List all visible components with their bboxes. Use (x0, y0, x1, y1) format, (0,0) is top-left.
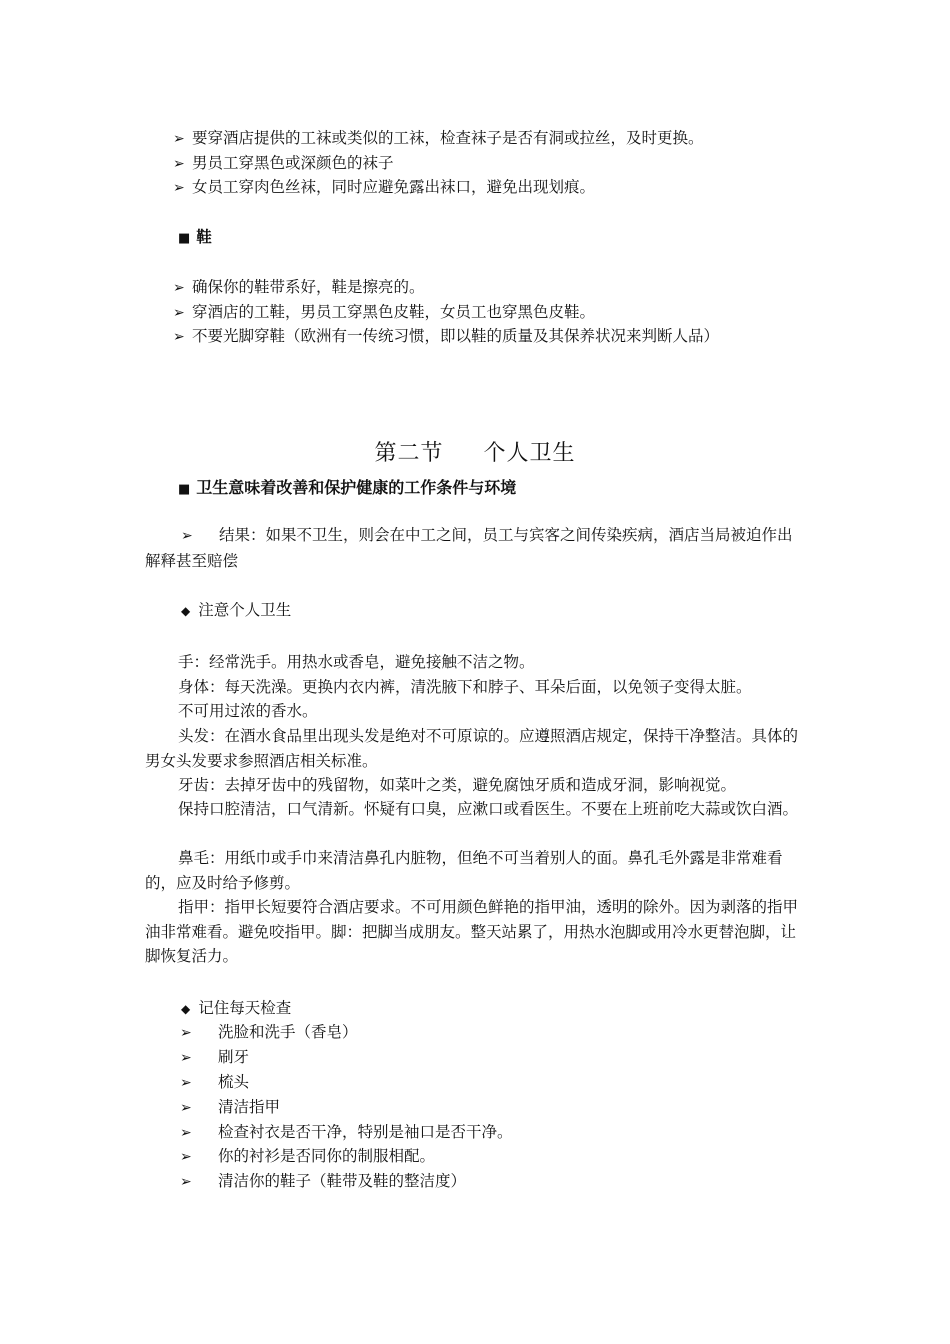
arrow-bullet-icon: ➢ (173, 156, 185, 172)
hygiene-hands: 手：经常洗手。用热水或香皂，避免接触不洁之物。 (178, 653, 535, 671)
arrow-bullet-icon: ➢ (180, 1125, 192, 1141)
socks-item-1: ➢ 要穿酒店提供的工袜或类似的工袜，检查袜子是否有洞或拉丝，及时更换。 (173, 129, 704, 147)
daily-check-item: ➢ 你的衬衫是否同你的制服相配。 (180, 1147, 436, 1165)
hygiene-nails: 指甲：指甲长短要符合酒店要求。不可用颜色鲜艳的指甲油，透明的除外。因为剥落的指甲油非常难看。避免咬指甲。脚：把脚当成朋友。整天站累了，用热水泡脚或用冷水更替泡脚，让脚恢复活力。 (145, 898, 799, 965)
square-bullet-icon: ■ (178, 231, 191, 246)
daily-check-item: ➢ 刷牙 (180, 1048, 250, 1066)
daily-check-item: ➢ 梳头 (180, 1073, 250, 1091)
section-subheading: ■ 卫生意味着改善和保护健康的工作条件与环境 (178, 478, 517, 497)
arrow-bullet-icon: ➢ (180, 1025, 192, 1041)
shoes-item-1: ➢ 确保你的鞋带系好，鞋是擦亮的。 (173, 278, 425, 296)
hygiene-perfume: 不可用过浓的香水。 (178, 702, 318, 720)
section-number: 第二节 (374, 441, 444, 466)
shoes-heading: ■ 鞋 (178, 228, 212, 246)
shoes-item-2: ➢ 穿酒店的工鞋，男员工穿黑色皮鞋，女员工也穿黑色皮鞋。 (173, 303, 596, 321)
section-name: 个人卫生 (483, 441, 576, 466)
arrow-bullet-icon: ➢ (173, 131, 185, 147)
hygiene-teeth: 牙齿：去掉牙齿中的残留物，如菜叶之类，避免腐蚀牙质和造成牙洞，影响视觉。 (178, 776, 737, 794)
diamond-bullet-icon: ◆ (181, 604, 191, 618)
hygiene-mouth: 保持口腔清洁，口气清新。怀疑有口臭，应漱口或看医生。不要在上班前吃大蒜或饮白酒。 (178, 800, 799, 818)
hygiene-heading: ◆ 注意个人卫生 (181, 601, 292, 619)
hygiene-body: 身体：每天洗澡。更换内衣内裤，清洗腋下和脖子、耳朵后面，以免领子变得太脏。 (178, 678, 752, 696)
arrow-bullet-icon: ➢ (173, 180, 185, 196)
arrow-bullet-icon: ➢ (173, 280, 185, 296)
section-title (0, 436, 950, 467)
result-paragraph: ➢ 结果：如果不卫生，则会在中工之间，员工与宾客之间传染疾病，酒店当局被迫作出解释甚至赔偿 (145, 526, 793, 570)
arrow-bullet-icon: ➢ (173, 329, 185, 345)
hygiene-nose: 鼻毛：用纸巾或手巾来清洁鼻孔内脏物，但绝不可当着别人的面。鼻孔毛外露是非常难看的，应及时给予修剪。 (145, 849, 783, 892)
hygiene-hair: 头发：在酒水食品里出现头发是绝对不可原谅的。应遵照酒店规定，保持干净整洁。具体的男女头发要求参照酒店相关标准。 (145, 727, 799, 770)
socks-item-3: ➢ 女员工穿肉色丝袜，同时应避免露出袜口，避免出现划痕。 (173, 178, 596, 196)
arrow-bullet-icon: ➢ (181, 528, 193, 544)
arrow-bullet-icon: ➢ (180, 1050, 192, 1066)
arrow-bullet-icon: ➢ (180, 1174, 192, 1190)
arrow-bullet-icon: ➢ (180, 1100, 192, 1116)
arrow-bullet-icon: ➢ (180, 1075, 192, 1091)
daily-check-item: ➢ 清洁指甲 (180, 1098, 281, 1116)
daily-check-item: ➢ 洗脸和洗手（香皂） (180, 1023, 358, 1041)
daily-check-heading: ◆ 记住每天检查 (181, 999, 292, 1017)
square-bullet-icon: ■ (178, 482, 191, 497)
daily-check-item: ➢ 清洁你的鞋子（鞋带及鞋的整洁度） (180, 1172, 467, 1190)
socks-item-2: ➢ 男员工穿黑色或深颜色的袜子 (173, 154, 394, 172)
diamond-bullet-icon: ◆ (181, 1002, 191, 1016)
daily-check-item: ➢ 检查衬衣是否干净，特别是袖口是否干净。 (180, 1123, 513, 1141)
arrow-bullet-icon: ➢ (180, 1149, 192, 1165)
shoes-item-3: ➢ 不要光脚穿鞋（欧洲有一传统习惯，即以鞋的质量及其保养状况来判断人品） (173, 327, 720, 345)
arrow-bullet-icon: ➢ (173, 305, 185, 321)
